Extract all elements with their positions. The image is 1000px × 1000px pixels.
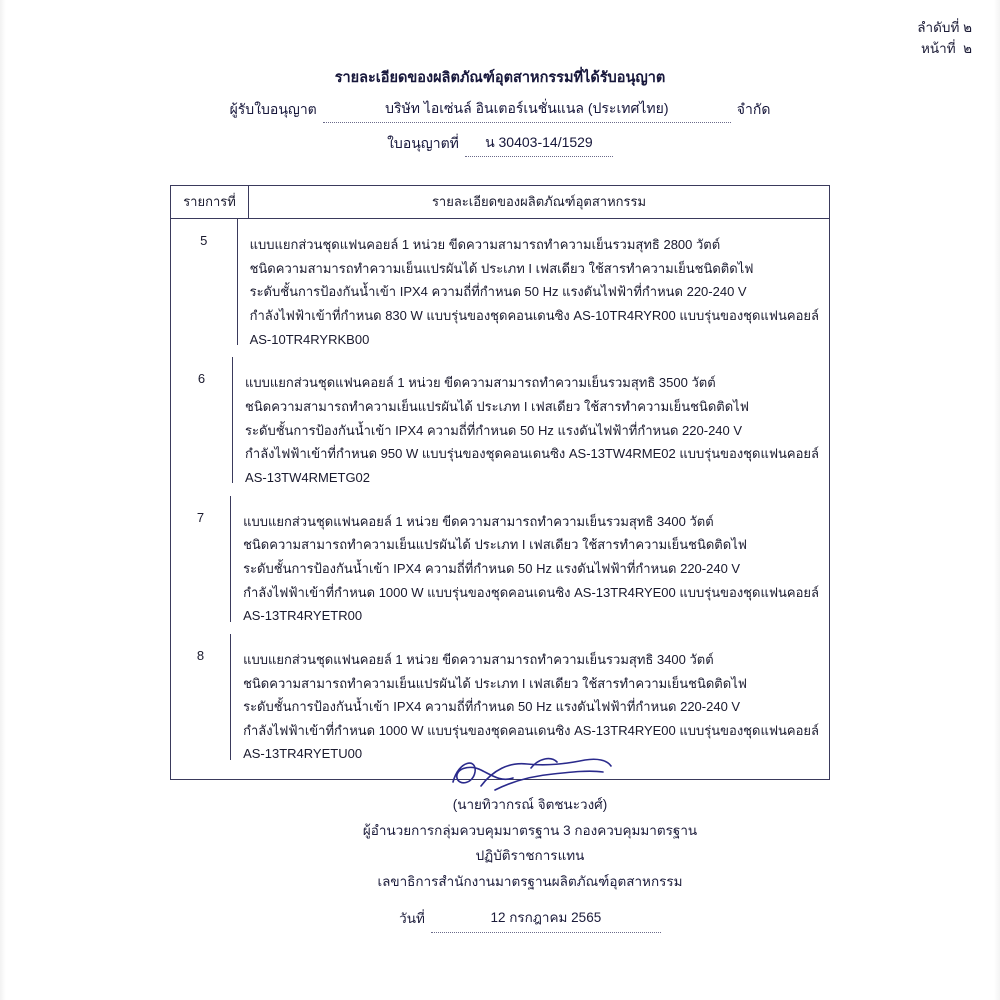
- signer-position-line-1: ผู้อำนวยการกลุ่มควบคุมมาตรฐาน 3 กองควบคุมมาตรฐาน: [362, 822, 698, 838]
- detail-line: AS-13TR4RYETU00: [243, 746, 363, 762]
- table-row: [171, 496, 829, 634]
- cell-item-no: 7: [171, 496, 231, 622]
- detail-line: ระดับชั้นการป้องกันน้ำเข้า IPX4 ความถี่ที่กำหนด 50 Hz แรงดันไฟฟ้าที่กำหนด 220-240 V: [245, 422, 743, 438]
- licensee-row: [0, 98, 1000, 123]
- detail-line: กำลังไฟฟ้าเข้าที่กำหนด 830 W แบบรุ่นของชุดคอนเดนซิง AS-10TR4RYR00 แบบรุ่นของชุดแฟนคอยล์: [249, 307, 819, 323]
- detail-line: ระดับชั้นการป้องกันน้ำเข้า IPX4 ความถี่ที่กำหนด 50 Hz แรงดันไฟฟ้าที่กำหนด 220-240 V: [243, 560, 741, 576]
- detail-line: AS-10TR4RYRKB00: [249, 331, 370, 347]
- cell-details: [238, 219, 829, 357]
- cell-details: [231, 496, 829, 634]
- cell-item-no: 6: [171, 357, 233, 483]
- date-value: 12 กรกฎาคม 2565: [431, 905, 661, 934]
- detail-line: แบบแยกส่วนชุดแฟนคอยล์ 1 หน่วย ขีดความสามารถทำความเย็นรวมสุทธิ 2800 วัตต์: [249, 237, 721, 252]
- detail-line: AS-13TW4RMETG02: [245, 469, 371, 485]
- license-number-row: [0, 132, 1000, 157]
- date-row: [250, 905, 810, 934]
- detail-line: แบบแยกส่วนชุดแฟนคอยล์ 1 หน่วย ขีดความสามารถทำความเย็นรวมสุทธิ 3400 วัตต์: [243, 651, 714, 667]
- detail-line: ชนิดความสามารถทำความเย็นแปรผันได้ ประเภท I เฟสเดียว ใช้สารทำความเย็นชนิดติดไฟ: [245, 398, 749, 414]
- cell-item-no: 8: [171, 634, 231, 760]
- cell-details: [233, 357, 829, 495]
- licensee-suffix: จำกัด: [736, 101, 771, 117]
- sequence-label: ลำดับที่ ๒: [917, 20, 972, 35]
- table-body: [171, 219, 829, 779]
- header-corner: [917, 18, 972, 60]
- page-title: รายละเอียดของผลิตภัณฑ์อุตสาหกรรมที่ได้รับอนุญาต: [334, 70, 666, 86]
- detail-line: ระดับชั้นการป้องกันน้ำเข้า IPX4 ความถี่ที่กำหนด 50 Hz แรงดันไฟฟ้าที่กำหนด 220-240 V: [243, 699, 741, 715]
- date-label: วันที่: [399, 910, 425, 926]
- detail-line: แบบแยกส่วนชุดแฟนคอยล์ 1 หน่วย ขีดความสามารถทำความเย็นรวมสุทธิ 3500 วัตต์: [245, 375, 716, 391]
- signer-name: (นายทิวากรณ์ จิตชนะวงศ์): [452, 797, 608, 812]
- table-row: [171, 219, 829, 357]
- cell-item-no: 5: [171, 219, 238, 345]
- product-details-table: [170, 185, 830, 780]
- license-number-label: ใบอนุญาตที่: [387, 135, 459, 151]
- signer-position-line-3: เลขาธิการสำนักงานมาตรฐานผลิตภัณฑ์อุตสาหกรรม: [377, 873, 683, 889]
- detail-line: AS-13TR4RYETR00: [243, 608, 363, 624]
- table-header-row: [171, 186, 829, 219]
- detail-line: กำลังไฟฟ้าเข้าที่กำหนด 950 W แบบรุ่นของชุดคอนเดนซิง AS-13TW4RME02 แบบรุ่นของชุดแฟนคอยล์: [245, 446, 819, 462]
- detail-line: แบบแยกส่วนชุดแฟนคอยล์ 1 หน่วย ขีดความสามารถทำความเย็นรวมสุทธิ 3400 วัตต์: [243, 513, 714, 529]
- signature-block: [250, 752, 810, 933]
- column-header-item-no: รายการที่: [171, 186, 249, 218]
- detail-line: กำลังไฟฟ้าเข้าที่กำหนด 1000 W แบบรุ่นของชุดคอนเดนซิง AS-13TR4RYE00 แบบรุ่นของชุดแฟนคอยล์: [243, 584, 819, 600]
- signer-position-line-2: ปฏิบัติราชการแทน: [475, 848, 585, 864]
- detail-line: ชนิดความสามารถทำความเย็นแปรผันได้ ประเภท I เฟสเดียว ใช้สารทำความเย็นชนิดติดไฟ: [249, 260, 754, 276]
- detail-line: ชนิดความสามารถทำความเย็นแปรผันได้ ประเภท I เฟสเดียว ใช้สารทำความเย็นชนิดติดไฟ: [243, 537, 747, 553]
- license-number-value: น 30403-14/1529: [465, 132, 613, 157]
- page-label: หน้าที่ ๒: [920, 40, 972, 56]
- detail-line: ระดับชั้นการป้องกันน้ำเข้า IPX4 ความถี่ที่กำหนด 50 Hz แรงดันไฟฟ้าที่กำหนด 220-240 V: [249, 284, 747, 300]
- detail-line: กำลังไฟฟ้าเข้าที่กำหนด 1000 W แบบรุ่นของชุดคอนเดนซิง AS-13TR4RYE00 แบบรุ่นของชุดแฟนคอยล์: [243, 722, 819, 738]
- detail-line: ชนิดความสามารถทำความเย็นแปรผันได้ ประเภท I เฟสเดียว ใช้สารทำความเย็นชนิดติดไฟ: [243, 675, 747, 691]
- licensee-value: บริษัท ไอเซ่นล์ อินเตอร์เนชั่นแนล (ประเทศไทย): [323, 98, 731, 123]
- table-row: [171, 357, 829, 495]
- licensee-label: ผู้รับใบอนุญาต: [229, 101, 317, 117]
- column-header-details: รายละเอียดของผลิตภัณฑ์อุตสาหกรรม: [431, 194, 647, 209]
